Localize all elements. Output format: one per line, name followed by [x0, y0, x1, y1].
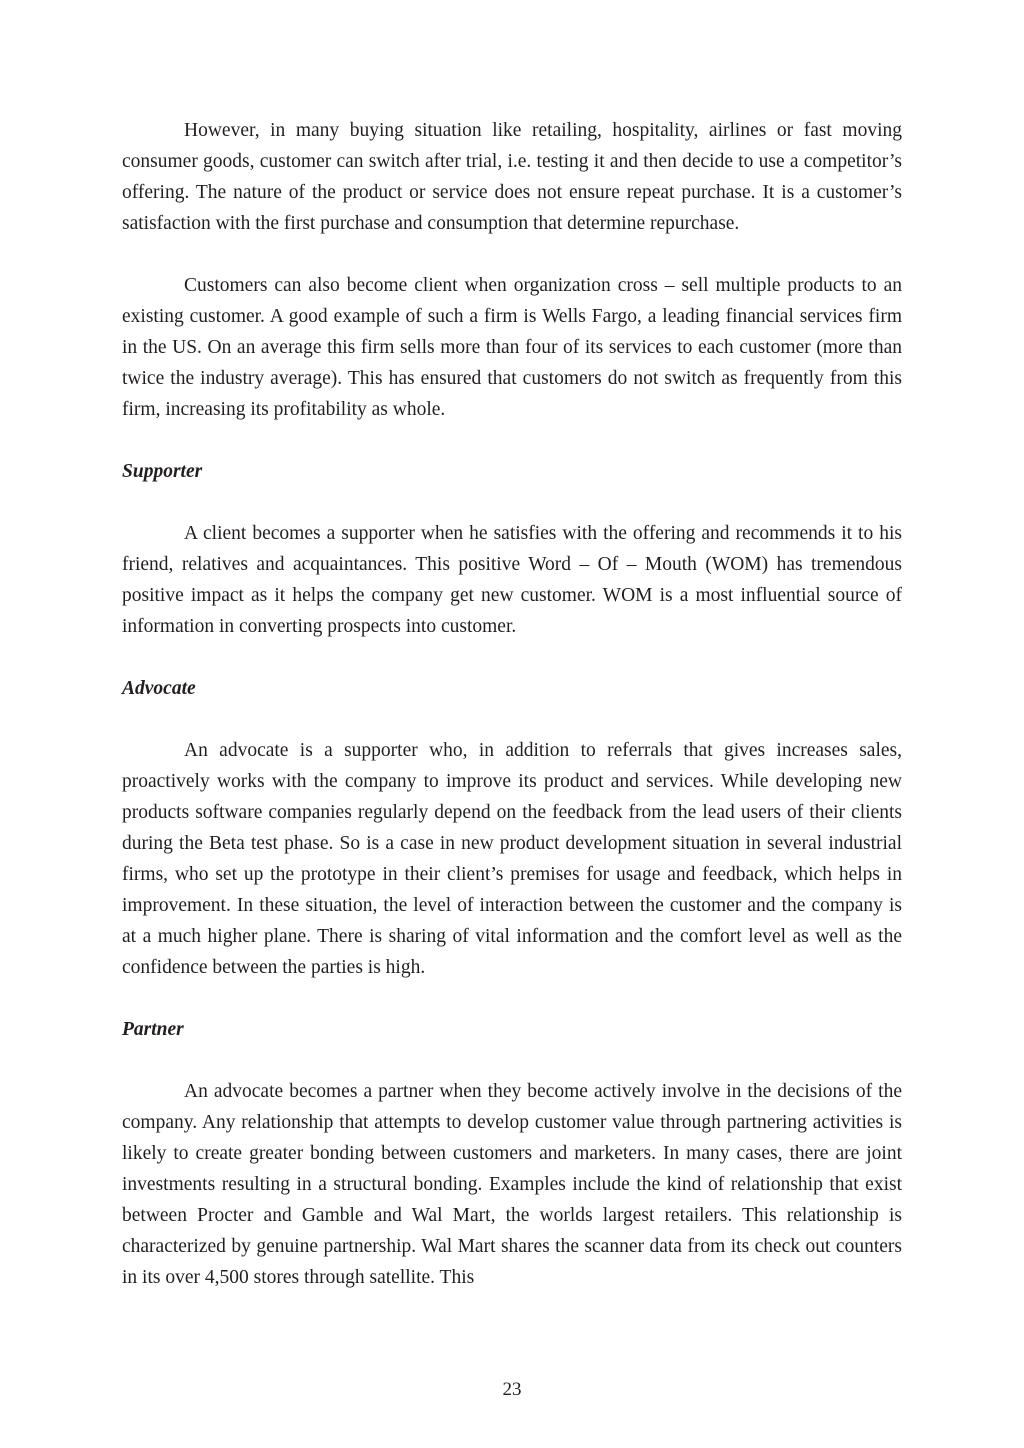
spacer [122, 425, 902, 456]
paragraph-advocate: An advocate is a supporter who, in addition to referrals that gives increases sales, proactively works with the company to improve its product and services. While developing new products software companies regularly depend on the feedback from the lead users of their clients during the Beta test phase. So is a case in new product development situation in several industrial firms, who set up the prototype in their client’s premises for usage and feedback, which helps in improvement. In these situation, the level of interaction between the customer and the company is at a much higher plane. There is sharing of vital information and the comfort level as well as the confidence between the parties is high. [122, 740, 902, 978]
heading-supporter: Supporter [122, 461, 203, 482]
spacer [122, 642, 902, 673]
spacer [122, 983, 902, 1014]
heading-advocate: Advocate [122, 678, 196, 699]
heading-partner: Partner [122, 1019, 184, 1040]
paragraph-supporter: A client becomes a supporter when he satisfies with the offering and recommends it to his friend, relatives and acquaintances. This positive Word – Of – Mouth (WOM) has tremendous positive impact as it helps the company get new customer. WOM is a most influential source of information in converting prospects into customer. [122, 523, 902, 637]
spacer [122, 239, 902, 270]
paragraph-repeat-purchase: However, in many buying situation like retailing, hospitality, airlines or fast moving consumer goods, customer can switch after trial, i.e. testing it and then decide to use a competitor’s offering. The nature of the product or service does not ensure repeat purchase. It is a customer’s satisfaction with the first purchase and consumption that determine repurchase. [122, 120, 902, 234]
paragraph-partner: An advocate becomes a partner when they become actively involve in the decisions of the company. Any relationship that attempts to develop customer value through partnering activities is likely to create greater bonding between customers and marketers. In many cases, there are joint investments resulting in a structural bonding. Examples include the kind of relationship that exist between Procter and Gamble and Wal Mart, the worlds largest retailers. This relationship is characterized by genuine partnership. Wal Mart shares the scanner data from its check out counters in its over 4,500 stores through satellite. This [122, 1081, 902, 1288]
paragraph-cross-sell: Customers can also become client when organization cross – sell multiple products to an existing customer. A good example of such a firm is Wells Fargo, a leading financial services firm in the US. On an average this firm sells more than four of its services to each customer (more than twice the industry average). This has ensured that customers do not switch as frequently from this firm, increasing its profitability as whole. [122, 275, 902, 420]
page-body [122, 115, 902, 1293]
spacer [122, 704, 902, 735]
spacer [122, 487, 902, 518]
spacer [122, 1045, 902, 1076]
page-number: 23 [502, 1379, 522, 1400]
